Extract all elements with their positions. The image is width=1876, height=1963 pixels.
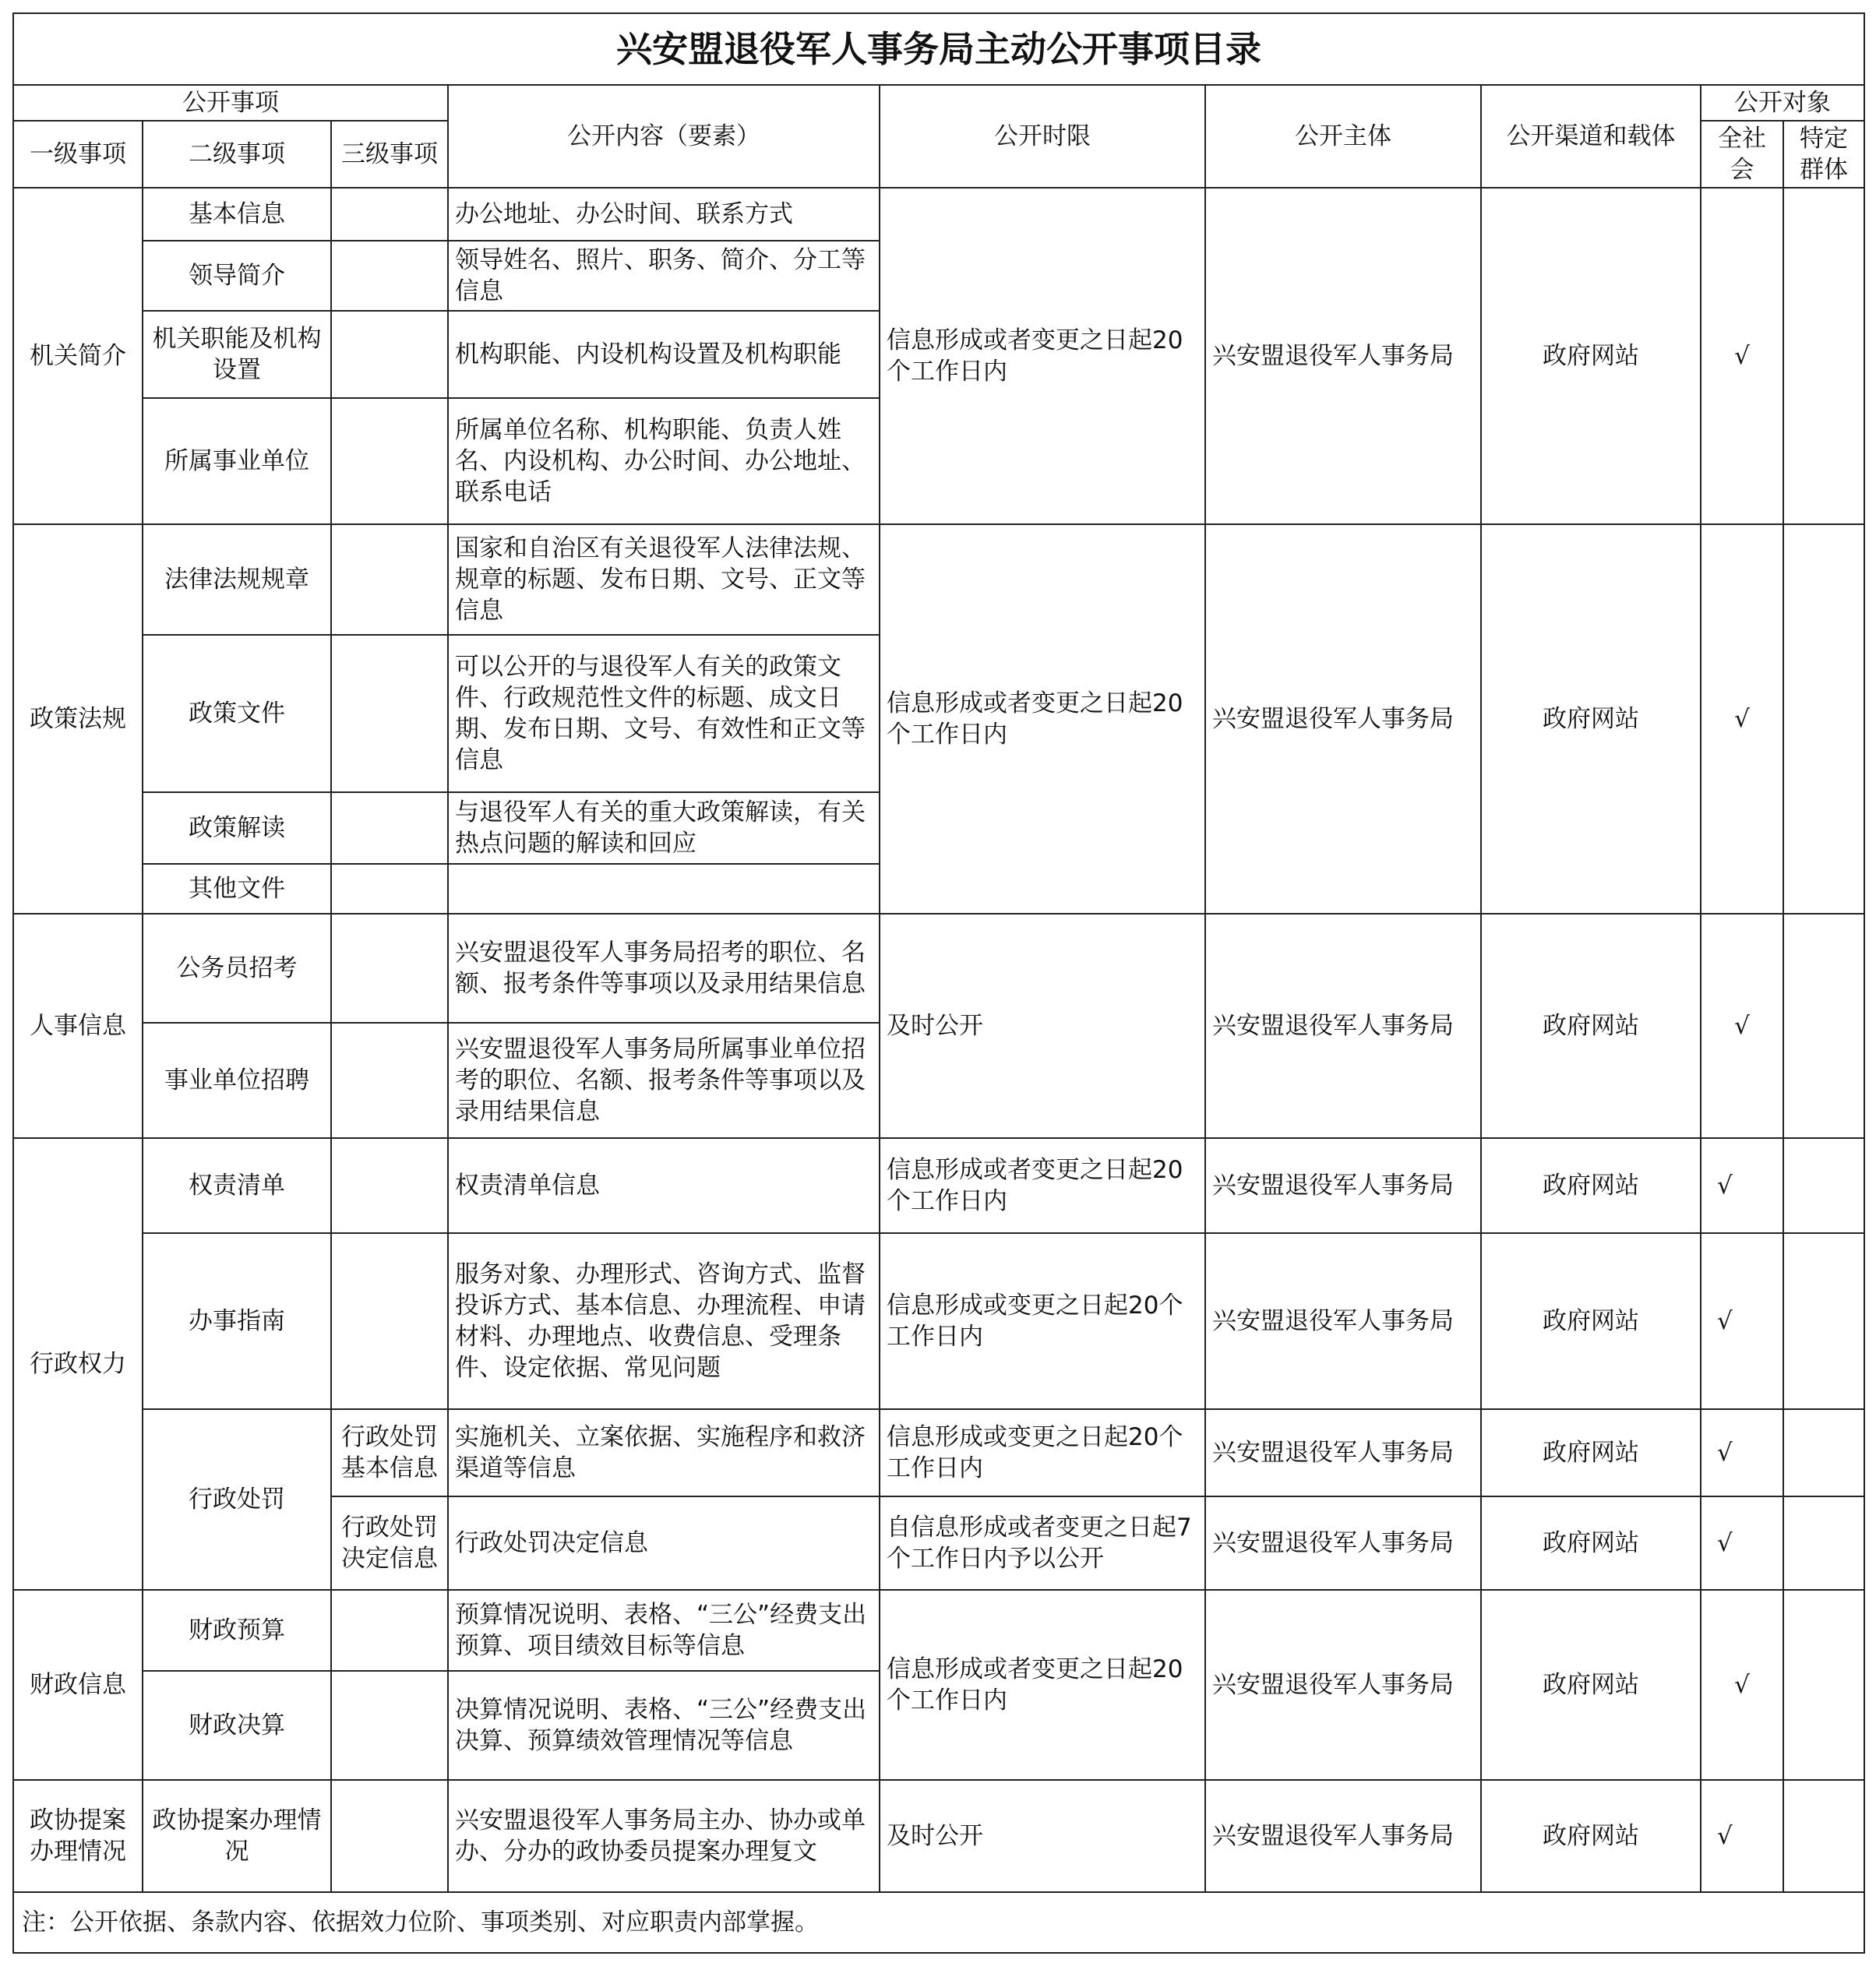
header-public-items: 公开事项 [13, 85, 448, 121]
subject-cell: 兴安盟退役军人事务局 [1205, 1138, 1481, 1233]
time-limit-cell: 信息形成或者变更之日起20个工作日内 [880, 524, 1205, 914]
content-cell: 与退役军人有关的重大政策解读，有关热点问题的解读和回应 [448, 792, 880, 864]
subject-cell: 兴安盟退役军人事务局 [1205, 1780, 1481, 1892]
channel-cell: 政府网站 [1481, 188, 1701, 524]
level3-cell [331, 864, 448, 914]
channel-cell: 政府网站 [1481, 1138, 1701, 1233]
check-mark-icon: √ [1701, 524, 1783, 914]
level3-cell [331, 1671, 448, 1780]
time-limit-cell: 信息形成或变更之日起20个工作日内 [880, 1233, 1205, 1409]
level2-cell: 事业单位招聘 [143, 1023, 331, 1138]
channel-cell: 政府网站 [1481, 1780, 1701, 1892]
subject-cell: 兴安盟退役军人事务局 [1205, 188, 1481, 524]
check-mark-icon: √ [1701, 1496, 1783, 1590]
specific-group-cell [1783, 524, 1864, 914]
level1-cell: 行政权力 [13, 1138, 143, 1590]
subject-cell: 兴安盟退役军人事务局 [1205, 1590, 1481, 1780]
footnote: 注：公开依据、条款内容、依据效力位阶、事项类别、对应职责内部掌握。 [13, 1892, 1864, 1953]
channel-cell: 政府网站 [1481, 524, 1701, 914]
check-mark-icon: √ [1701, 1780, 1783, 1892]
level2-cell: 基本信息 [143, 188, 331, 241]
specific-group-cell [1783, 1409, 1864, 1496]
specific-group-cell [1783, 1496, 1864, 1590]
subject-cell: 兴安盟退役军人事务局 [1205, 1496, 1481, 1590]
check-mark-icon: √ [1701, 1409, 1783, 1496]
time-limit-cell: 信息形成或者变更之日起20个工作日内 [880, 188, 1205, 524]
header-whole-society: 全社会 [1701, 121, 1783, 188]
level3-cell [331, 398, 448, 524]
level3-cell [331, 1023, 448, 1138]
content-cell [448, 864, 880, 914]
header-specific-group: 特定群体 [1783, 121, 1864, 188]
header-level2: 二级事项 [143, 121, 331, 188]
time-limit-cell: 自信息形成或者变更之日起7个工作日内予以公开 [880, 1496, 1205, 1590]
level3-cell [331, 241, 448, 311]
catalog-title: 兴安盟退役军人事务局主动公开事项目录 [13, 13, 1864, 85]
time-limit-cell: 信息形成或变更之日起20个工作日内 [880, 1409, 1205, 1496]
level2-cell: 所属事业单位 [143, 398, 331, 524]
content-cell: 国家和自治区有关退役军人法律法规、规章的标题、发布日期、文号、正文等信息 [448, 524, 880, 635]
level1-cell: 政协提案办理情况 [13, 1780, 143, 1892]
content-cell: 兴安盟退役军人事务局主办、协办或单办、分办的政协委员提案办理复文 [448, 1780, 880, 1892]
content-cell: 办公地址、办公时间、联系方式 [448, 188, 880, 241]
specific-group-cell [1783, 1780, 1864, 1892]
level2-cell: 财政决算 [143, 1671, 331, 1780]
content-cell: 兴安盟退役军人事务局招考的职位、名额、报考条件等事项以及录用结果信息 [448, 914, 880, 1023]
content-cell: 权责清单信息 [448, 1138, 880, 1233]
level3-cell [331, 524, 448, 635]
channel-cell: 政府网站 [1481, 1233, 1701, 1409]
level2-cell: 机关职能及机构设置 [143, 311, 331, 398]
level3-cell [331, 1780, 448, 1892]
level2-cell: 行政处罚 [143, 1409, 331, 1590]
level1-cell: 政策法规 [13, 524, 143, 914]
specific-group-cell [1783, 914, 1864, 1138]
level2-cell: 权责清单 [143, 1138, 331, 1233]
time-limit-cell: 及时公开 [880, 914, 1205, 1138]
channel-cell: 政府网站 [1481, 1590, 1701, 1780]
subject-cell: 兴安盟退役军人事务局 [1205, 914, 1481, 1138]
level3-cell [331, 1590, 448, 1671]
content-cell: 所属单位名称、机构职能、负责人姓名、内设机构、办公时间、办公地址、联系电话 [448, 398, 880, 524]
time-limit-cell: 信息形成或者变更之日起20个工作日内 [880, 1590, 1205, 1780]
content-cell: 预算情况说明、表格、“三公”经费支出预算、项目绩效目标等信息 [448, 1590, 880, 1671]
header-level1: 一级事项 [13, 121, 143, 188]
header-channel: 公开渠道和载体 [1481, 85, 1701, 188]
level3-cell [331, 188, 448, 241]
content-cell: 机构职能、内设机构设置及机构职能 [448, 311, 880, 398]
channel-cell: 政府网站 [1481, 914, 1701, 1138]
level3-cell: 行政处罚决定信息 [331, 1496, 448, 1590]
check-mark-icon: √ [1701, 188, 1783, 524]
check-mark-icon: √ [1701, 1590, 1783, 1780]
level1-cell: 机关简介 [13, 188, 143, 524]
content-cell: 服务对象、办理形式、咨询方式、监督投诉方式、基本信息、办理流程、申请材料、办理地点、收费信息、受理条件、设定依据、常见问题 [448, 1233, 880, 1409]
specific-group-cell [1783, 1590, 1864, 1780]
level2-cell: 政协提案办理情况 [143, 1780, 331, 1892]
header-audience: 公开对象 [1701, 85, 1864, 121]
level2-cell: 财政预算 [143, 1590, 331, 1671]
header-level3: 三级事项 [331, 121, 448, 188]
level2-cell: 政策解读 [143, 792, 331, 864]
content-cell: 决算情况说明、表格、“三公”经费支出决算、预算绩效管理情况等信息 [448, 1671, 880, 1780]
time-limit-cell: 信息形成或者变更之日起20个工作日内 [880, 1138, 1205, 1233]
content-cell: 可以公开的与退役军人有关的政策文件、行政规范性文件的标题、成文日期、发布日期、文号、有效性和正文等信息 [448, 635, 880, 792]
specific-group-cell [1783, 1138, 1864, 1233]
level1-cell: 人事信息 [13, 914, 143, 1138]
check-mark-icon: √ [1701, 1138, 1783, 1233]
check-mark-icon: √ [1701, 1233, 1783, 1409]
subject-cell: 兴安盟退役军人事务局 [1205, 1233, 1481, 1409]
level2-cell: 其他文件 [143, 864, 331, 914]
check-mark-icon: √ [1701, 914, 1783, 1138]
level3-cell [331, 311, 448, 398]
level2-cell: 领导简介 [143, 241, 331, 311]
header-content: 公开内容（要素） [448, 85, 880, 188]
level3-cell: 行政处罚基本信息 [331, 1409, 448, 1496]
disclosure-catalog-table [12, 12, 1865, 1954]
level3-cell [331, 914, 448, 1023]
header-subject: 公开主体 [1205, 85, 1481, 188]
specific-group-cell [1783, 1233, 1864, 1409]
level3-cell [331, 792, 448, 864]
level3-cell [331, 635, 448, 792]
content-cell: 领导姓名、照片、职务、简介、分工等信息 [448, 241, 880, 311]
channel-cell: 政府网站 [1481, 1409, 1701, 1496]
subject-cell: 兴安盟退役军人事务局 [1205, 524, 1481, 914]
content-cell: 实施机关、立案依据、实施程序和救济渠道等信息 [448, 1409, 880, 1496]
level2-cell: 法律法规规章 [143, 524, 331, 635]
content-cell: 行政处罚决定信息 [448, 1496, 880, 1590]
level3-cell [331, 1138, 448, 1233]
level2-cell: 公务员招考 [143, 914, 331, 1023]
level2-cell: 办事指南 [143, 1233, 331, 1409]
content-cell: 兴安盟退役军人事务局所属事业单位招考的职位、名额、报考条件等事项以及录用结果信息 [448, 1023, 880, 1138]
time-limit-cell: 及时公开 [880, 1780, 1205, 1892]
level2-cell: 政策文件 [143, 635, 331, 792]
header-time-limit: 公开时限 [880, 85, 1205, 188]
specific-group-cell [1783, 188, 1864, 524]
level3-cell [331, 1233, 448, 1409]
subject-cell: 兴安盟退役军人事务局 [1205, 1409, 1481, 1496]
level1-cell: 财政信息 [13, 1590, 143, 1780]
channel-cell: 政府网站 [1481, 1496, 1701, 1590]
